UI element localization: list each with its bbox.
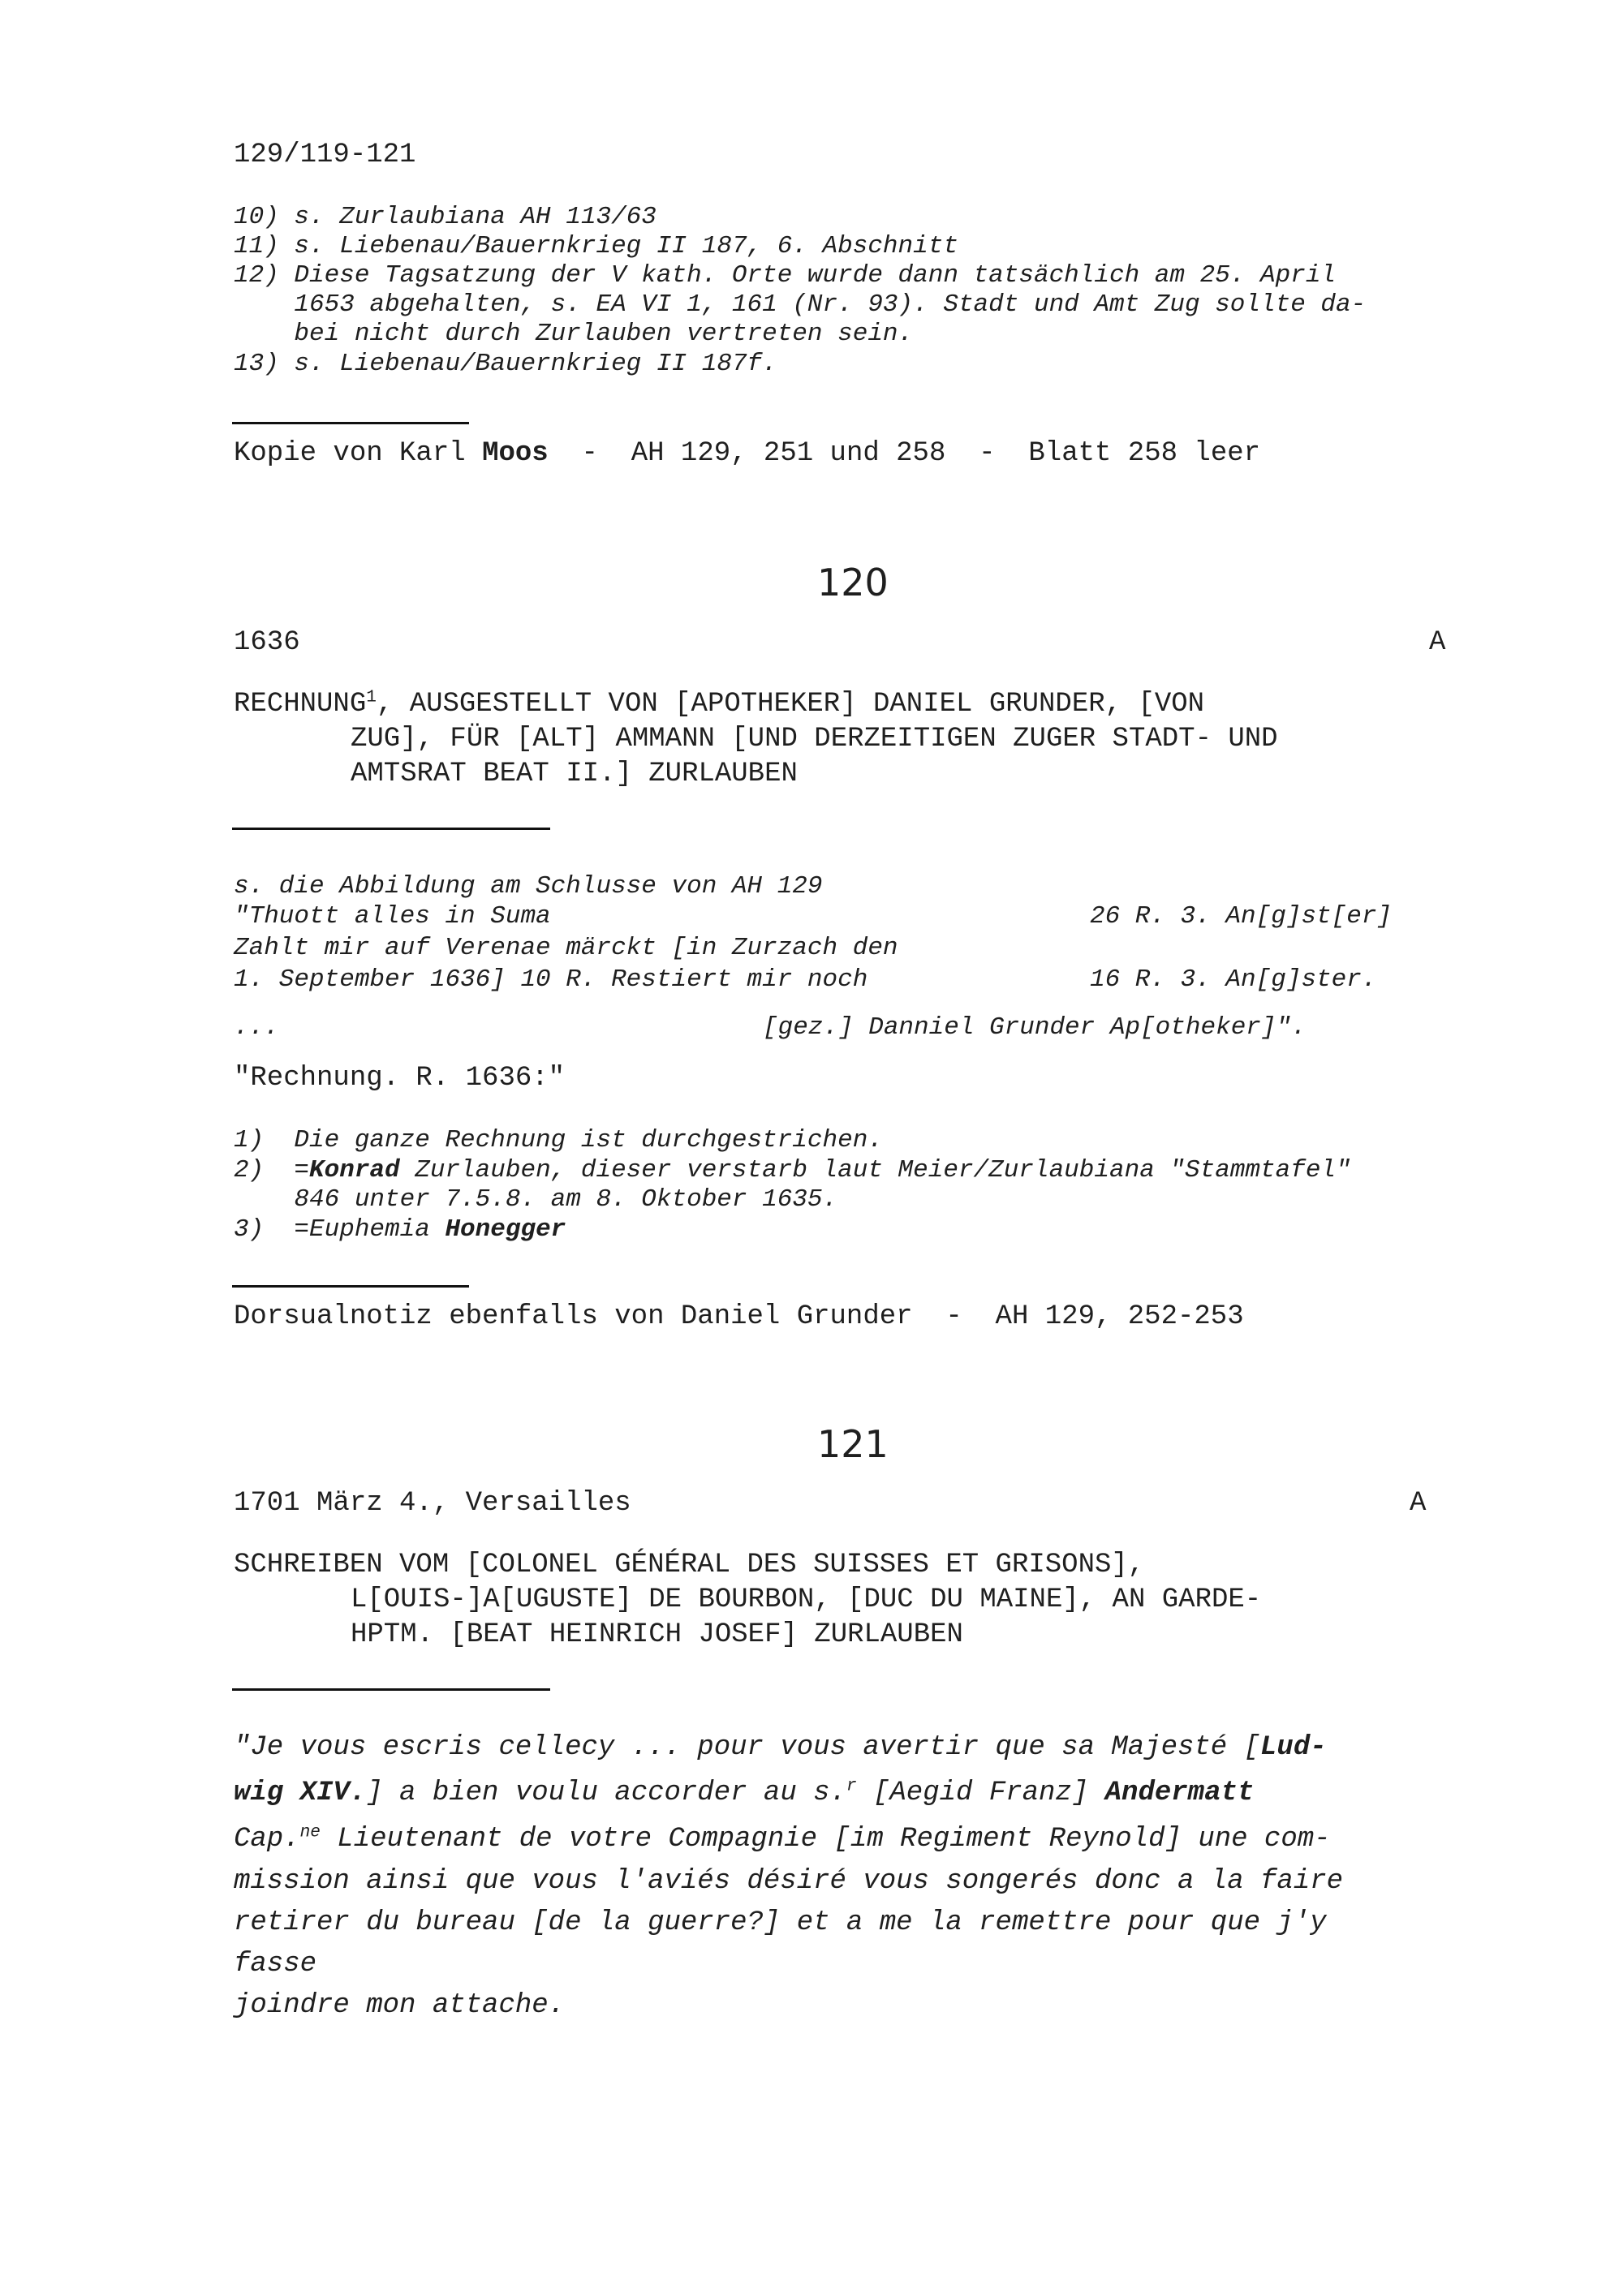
page-reference: 129/119-121 xyxy=(234,140,416,170)
footnote-line: 12) Diese Tagsatzung der V kath. Orte wurde dann tatsächlich am 25. April xyxy=(234,261,1337,290)
footnote-line: 1653 abgehalten, s. EA VI 1, 161 (Nr. 93). Stadt und Amt Zug sollte da- xyxy=(234,290,1367,319)
surname: Moos xyxy=(482,438,549,469)
text-line: Zahlt mir auf Verenae märckt [in Zurzach den xyxy=(234,934,898,962)
document-date: 1636 xyxy=(234,627,300,658)
document-grade: A xyxy=(1429,627,1446,658)
footnote-line: 13) s. Liebenau/Bauernkrieg II 187f. xyxy=(234,350,777,378)
text-line: 16 R. 3. An[g]ster. xyxy=(1090,965,1377,994)
copy-note: Kopie von Karl Moos - AH 129, 251 und 258 - Blatt 258 leer xyxy=(234,438,1261,469)
title-line: SCHREIBEN VOM [COLONEL GÉNÉRAL DES SUISSES ET GRISONS], xyxy=(234,1550,1145,1580)
text-line: "Je vous escris cellecy ... pour vous avertir que sa Majesté [Lud- xyxy=(234,1732,1327,1763)
title-line: RECHNUNG$^1$, AUSGESTELLT VON [APOTHEKER] DANIEL GRUNDER, [VON xyxy=(234,687,1205,720)
document-number: 120 xyxy=(817,561,889,604)
footnote-line: 1) Die ganze Rechnung ist durchgestrichen. xyxy=(234,1126,883,1154)
surname: Honegger xyxy=(445,1215,566,1244)
footnote-line: 11) s. Liebenau/Bauernkrieg II 187, 6. Abschnitt xyxy=(234,232,958,260)
signature-line: [gez.] Danniel Grunder Ap[otheker]". xyxy=(763,1013,1307,1042)
footnote-line: 846 unter 7.5.8. am 8. Oktober 1635. xyxy=(234,1185,838,1214)
text-line: fasse xyxy=(234,1949,317,1980)
name-highlight: wig XIV. xyxy=(234,1778,367,1808)
text-line: ... xyxy=(234,1013,279,1042)
separator-rule xyxy=(232,1285,469,1288)
title-line: ZUG], FÜR [ALT] AMMANN [UND DERZEITIGEN ZUGER STADT- UND xyxy=(351,724,1278,755)
text-line: mission ainsi que vous l'aviés désiré vous songerés donc a la faire xyxy=(234,1866,1344,1897)
surname: Konrad xyxy=(309,1156,400,1185)
dorsal-note: "Rechnung. R. 1636:" xyxy=(234,1063,566,1094)
text-line: wig XIV.] a bien voulu accorder au s.$^r$ [Aegid Franz] Andermatt xyxy=(234,1776,1255,1808)
separator-rule xyxy=(232,1688,550,1691)
footnote-line: 10) s. Zurlaubiana AH 113/63 xyxy=(234,203,657,231)
text-line: 26 R. 3. An[g]st[er] xyxy=(1090,902,1393,931)
text-line: s. die Abbildung am Schlusse von AH 129 xyxy=(234,872,823,901)
text-line: retirer du bureau [de la guerre?] et a me la remettre pour que j'y xyxy=(234,1907,1327,1938)
text-line: 1. September 1636] 10 R. Restiert mir noch xyxy=(234,965,868,994)
source-note: Dorsualnotiz ebenfalls von Daniel Grunder - AH 129, 252-253 xyxy=(234,1301,1244,1332)
document-date: 1701 März 4., Versailles xyxy=(234,1488,631,1519)
document-number: 121 xyxy=(817,1422,889,1466)
footnote-marker: 1 xyxy=(366,687,377,707)
title-line: HPTM. [BEAT HEINRICH JOSEF] ZURLAUBEN xyxy=(351,1619,963,1650)
footnote-line: bei nicht durch Zurlauben vertreten sein. xyxy=(234,320,914,348)
separator-rule xyxy=(232,828,550,830)
name-highlight: Lud- xyxy=(1260,1732,1327,1763)
text-line: joindre mon attache. xyxy=(234,1990,566,2021)
document-grade: A xyxy=(1410,1488,1427,1519)
text-line: Cap.$^{ne}$ Lieutenant de votre Compagnie [im Regiment Reynold] une com- xyxy=(234,1822,1331,1855)
text-line: "Thuott alles in Suma xyxy=(234,902,551,931)
title-line: L[OUIS-]A[UGUSTE] DE BOURBON, [DUC DU MAINE], AN GARDE- xyxy=(351,1584,1262,1615)
name-highlight: Andermatt xyxy=(1104,1778,1255,1808)
separator-rule xyxy=(232,422,469,424)
footnote-line: 2) =Konrad Zurlauben, dieser verstarb laut Meier/Zurlaubiana "Stammtafel" xyxy=(234,1156,1351,1185)
footnote-line: 3) =Euphemia Honegger xyxy=(234,1215,566,1244)
title-line: AMTSRAT BEAT II.] ZURLAUBEN xyxy=(351,759,798,789)
